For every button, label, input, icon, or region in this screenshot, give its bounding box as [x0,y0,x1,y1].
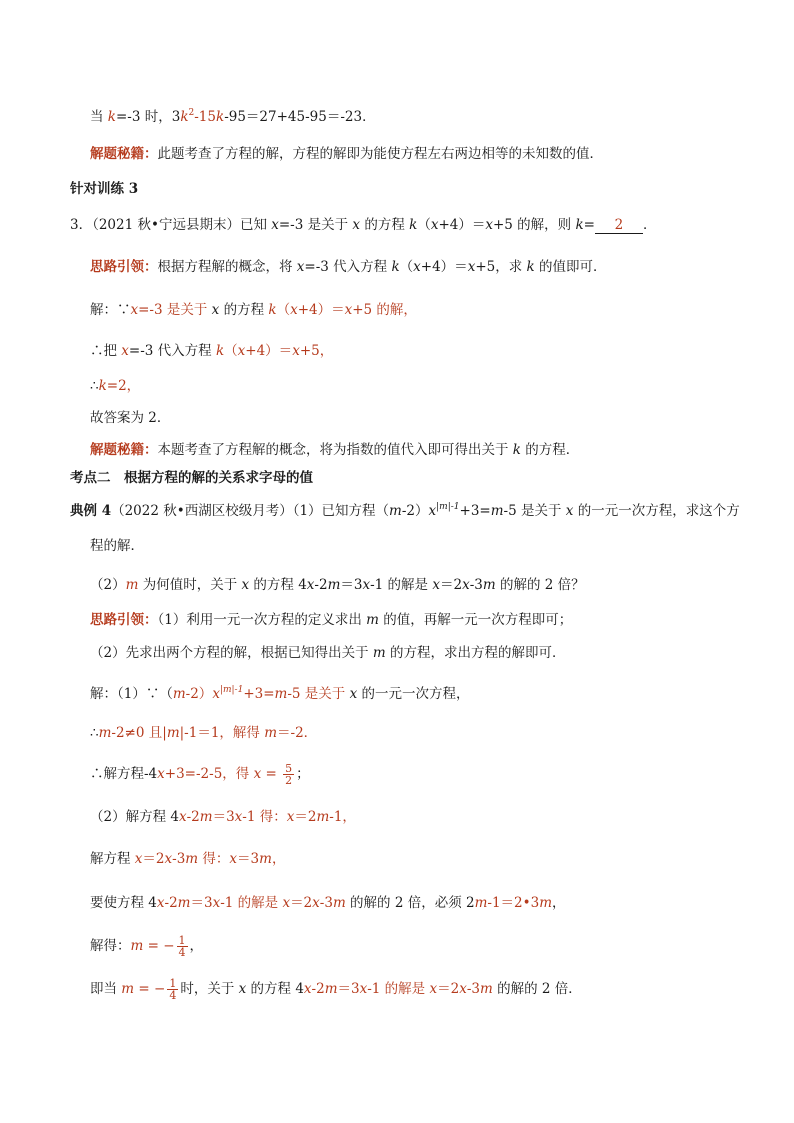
hint-line-2: 思路引领：（1）利用一元一次方程的定义求出 m 的值，再解一元一次方程即可； [90,612,573,628]
solution-4-line-5: 解方程 x＝2x-3m 得：x＝3m， [90,851,286,867]
section-heading-topic-2: 考点二 根据方程的解的关系求字母的值 [70,470,313,486]
solution-4-line-7: 解得：m = − $\frac{1}{4}$ ， [90,934,204,959]
solution-4-line-4: （2）解方程 4x-2m＝3x-1 得：x＝2m-1， [90,809,356,825]
tip-line-2: 解题秘籍：本题考查了方程解的概念，将为指数的值代入即可得出关于 k 的方程． [90,442,580,458]
answer-blank: 2 [595,218,643,234]
example-4-line-2: 程的解． [90,538,144,554]
hint-line-3: （2）先求出两个方程的解，根据已知得出关于 m 的方程，求出方程的解即可． [90,645,566,661]
solution-4-line-8: 即当 m = − $\frac{1}{4}$ 时，关于 x 的方程 4x-2m＝3x-1 的解是 x＝2x-3m 的解的 2 倍． [90,977,582,1002]
solution-4-line-1: 解：$(1)\because(m-2)x^{|m|-1}+3=m-5$ 是关于 x 的一元一次方程， [90,685,470,702]
hint-line-1: 思路引领：根据方程解的概念，将 x=-3 代入方程 k（x+4）＝x+5，求 k 的值即可． [90,259,607,275]
example-4-line-1: 典例 4（2022 秋•西湖区校级月考）（1）已知方程$(m-2)x^{|m|-1}+3=m-5$ 是关于 x 的一元一次方程，求这个方 [70,502,740,519]
solution-line-4: ∴k=2， [90,378,141,394]
solution-line-1: 当 k=-3 时，$3k^2-15k-95=27+45-95=-23$． [90,108,376,125]
solution-line-3: ∴把 x=-3 代入方程 k（x+4）＝x+5， [90,343,334,359]
tip-line-1: 解题秘籍：此题考查了方程的解，方程的解即为能使方程左右两边相等的未知数的值． [90,146,603,162]
solution-line-5: 故答案为 2． [90,410,171,426]
question-3: 3．（2021 秋•宁远县期末）已知 x=-3 是关于 x 的方程 k（x+4）＝x+5 的解，则 k= 2 ． [70,217,657,233]
fraction-1-over-4-b: $\frac{1}{4}$ [169,977,177,1002]
solution-line-2: 解：∵x=-3 是关于 x 的方程 k（x+4）＝x+5 的解， [90,302,417,318]
section-heading-practice-3: 针对训练 3 [70,181,139,197]
solution-4-line-2: ∴m-2≠0 且|m|-1＝1，解得 m＝-2． [90,725,318,741]
solution-4-line-3: ∴解方程-4x+3=-2-5，得 x = $\frac{5}{2}$ ； [90,762,310,787]
solution-4-line-6: 要使方程 4x-2m＝3x-1 的解是 x＝2x-3m 的解的 2 倍，必须 2m-1＝2•3m， [90,895,566,911]
fraction-5-over-2: $\frac{5}{2}$ [285,762,293,787]
example-4-line-3: （2）m 为何值时，关于 x 的方程 4x-2m＝3x-1 的解是 x＝2x-3m 的解的 2 倍？ [90,577,585,593]
fraction-1-over-4: $\frac{1}{4}$ [178,934,186,959]
